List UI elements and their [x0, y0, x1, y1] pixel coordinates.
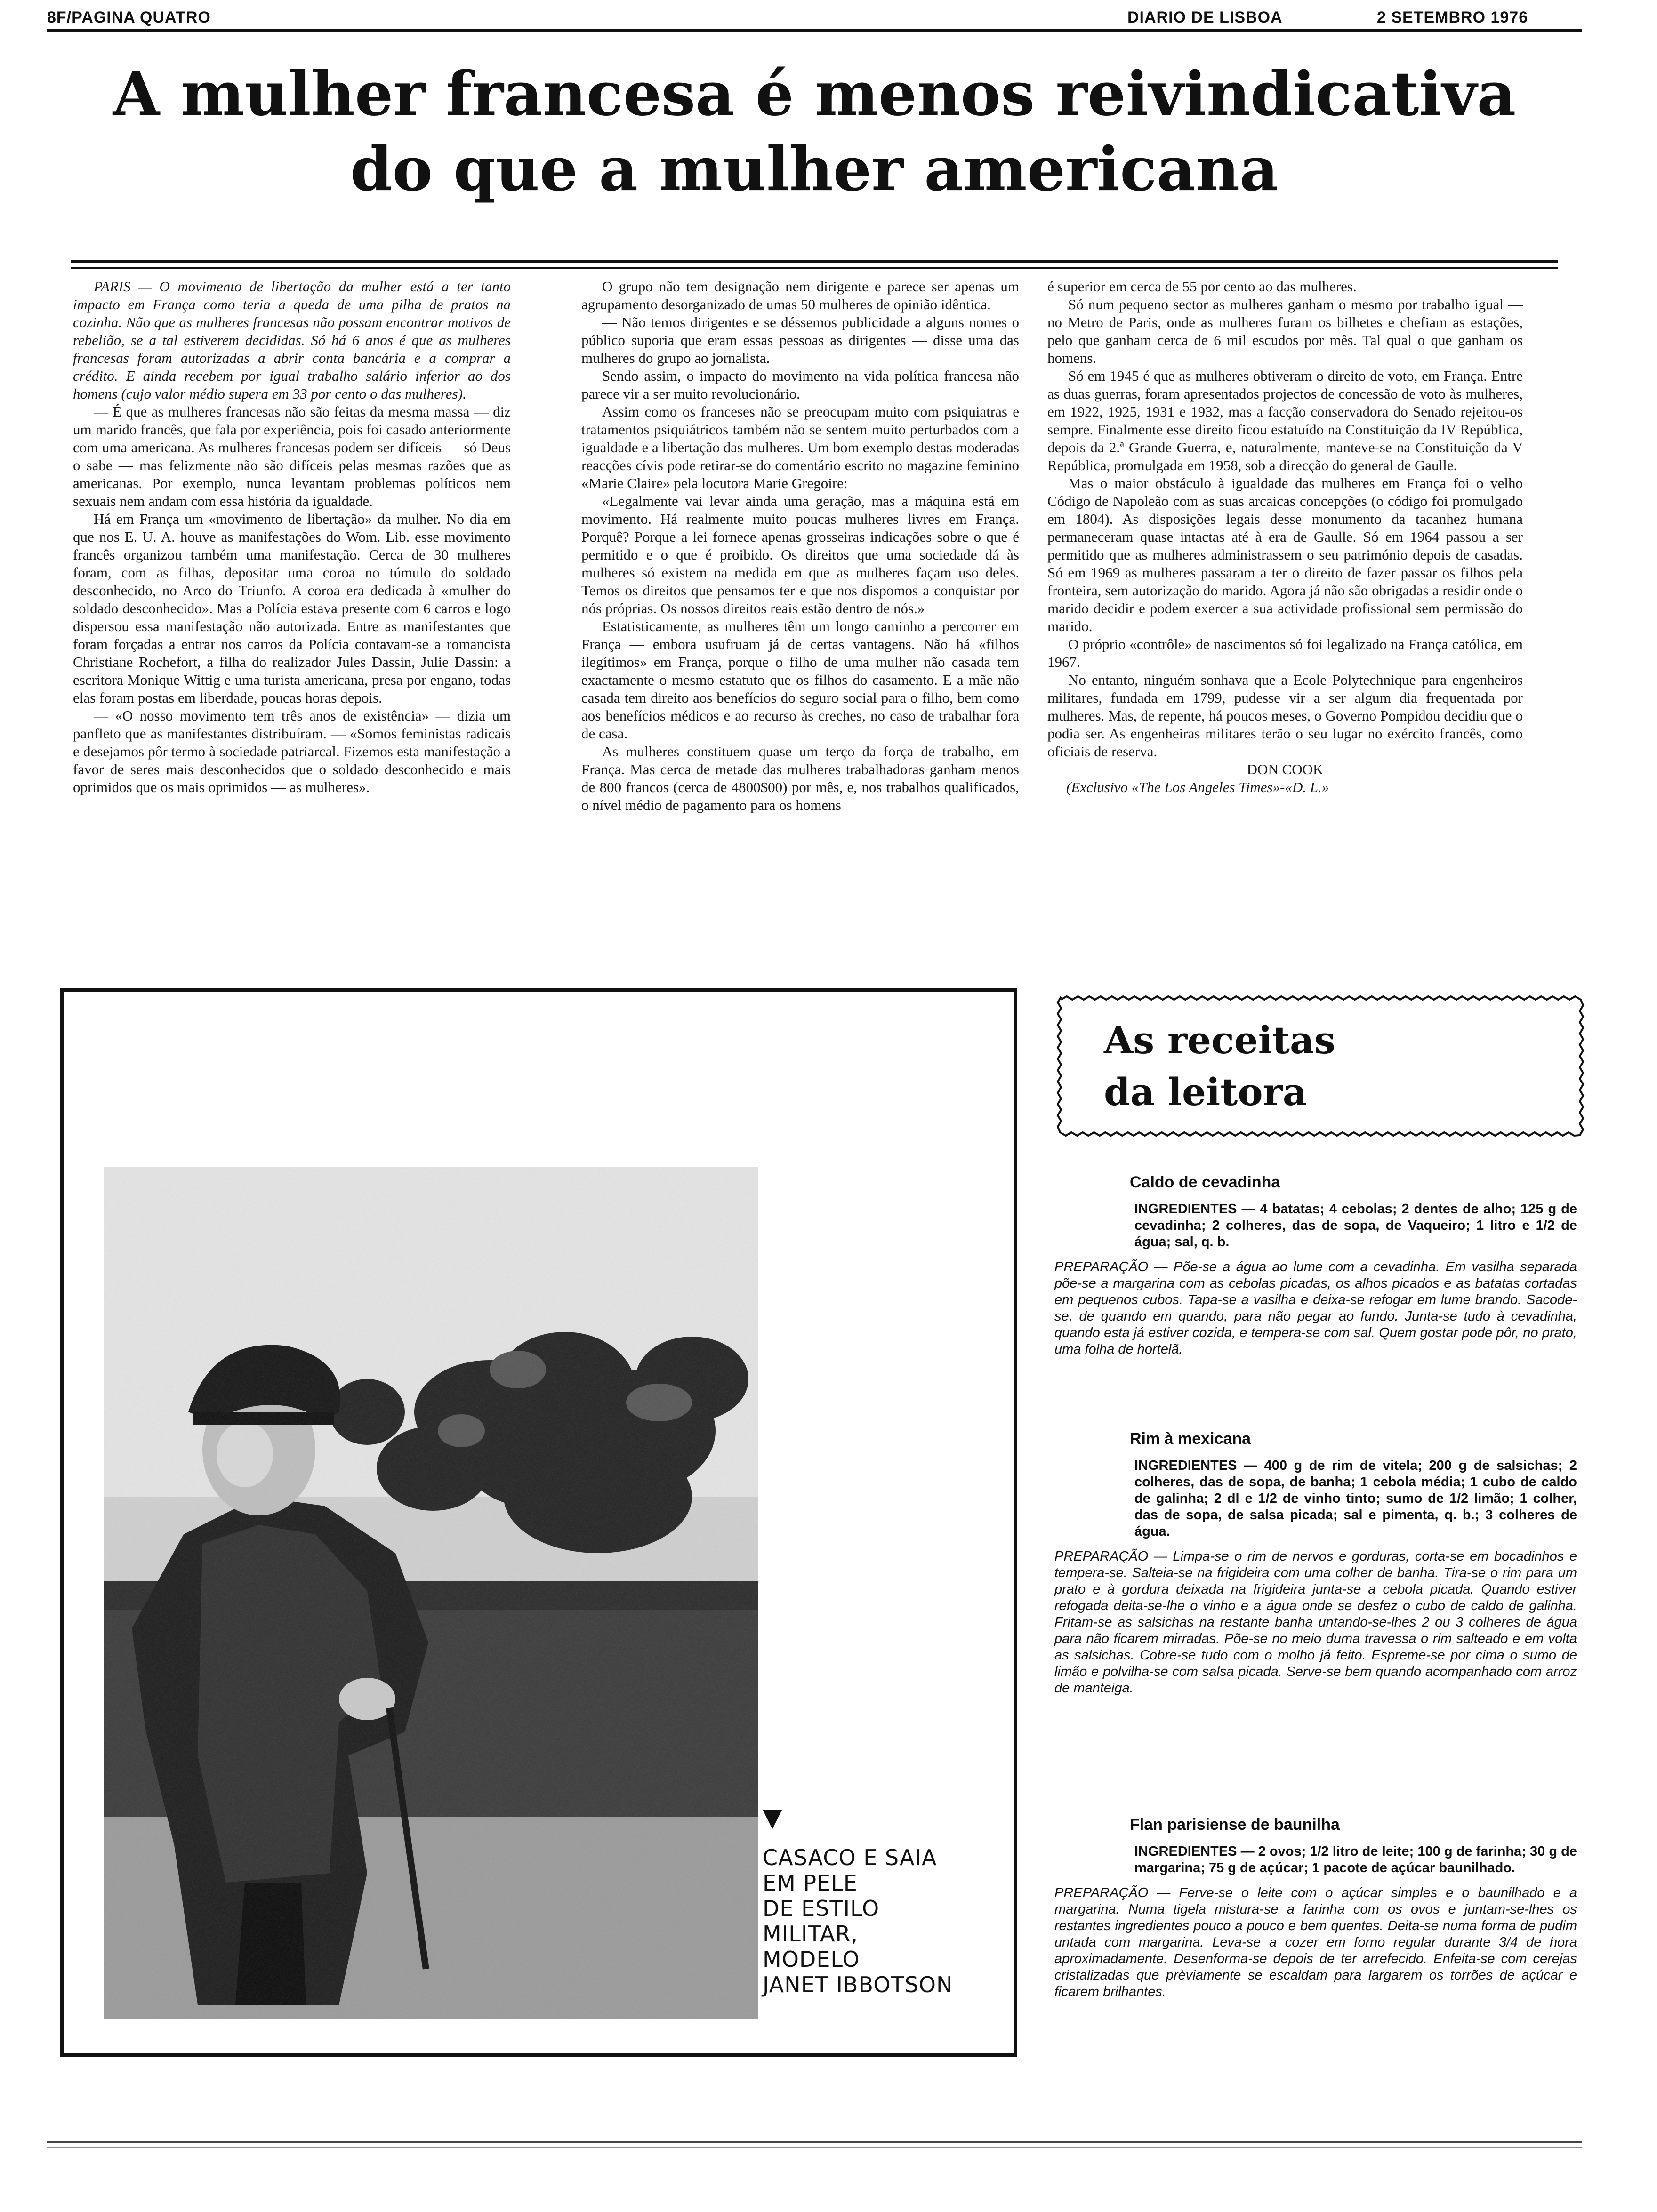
recipe-2: [1054, 1431, 1577, 1697]
recipe-ingredients: INGREDIENTES — 2 ovos; 1/2 litro de leite; 100 g de farinha; 30 g de margarina; 75 g de açúcar; 1 pacote de açúcar baunilhado.: [1134, 1844, 1577, 1875]
article-paragraph: «Legalmente vai levar ainda uma geração, mas a máquina está em movimento. Há realmente muito poucas mulheres livres em França. Porquê? Porque a lei fornece apenas grosseiras indicações sobre o que é permitido e o que é proibido. Os direitos que uma sociedade dá às mulheres só existem na medida em que as mulheres façam uso deles. Temos os direitos que pensamos ter e que nos dispomos a conquistar por nós próprias. Os nossos direitos reais estão dentro de nós.»: [581, 493, 1019, 617]
article-paragraph: Mas o maior obstáculo à igualdade das mulheres em França foi o velho Código de Napoleão com as suas arcaicas concepções (o código foi promulgado em 1804). As disposições legais desse monumento da tacanhez humana permaneceram quase intactas até à era de Gaulle. Só em 1964 passou a ser permitido que as mulheres administrassem o seu património depois de casadas. Só em 1969 as mulheres passaram a ter o direito de fazer passar os filhos pela fronteira, sem autorização do marido. Agora já não são obrigadas a residir onde o marido decidir e podem exercer a sua actividade profissional sem permissão do marido.: [1047, 475, 1523, 634]
article-column-1: [73, 278, 511, 984]
article-paragraph: — É que as mulheres francesas não são feitas da mesma massa — diz um marido francês, que fala por experiência, pois foi casado anteriormente com uma americana. As mulheres francesas podem ser difíceis — só Deus o sabe — mas felizmente não são difíceis pelas mesmas razões que as americanas. Por exemplo, nunca levantam problemas políticos nem sexuais nem andam com essa história da igualdade.: [73, 403, 511, 509]
article-column-2: [581, 278, 1019, 984]
recipe-1: [1054, 1174, 1577, 1358]
article-source: (Exclusivo «The Los Angeles Times»-«D. L.»: [1066, 779, 1329, 795]
recipe-ingredients: INGREDIENTES — 400 g de rim de vitela; 200 g de salsichas; 2 colheres, das de sopa, de banha; 1 cebola média; 1 cubo de caldo de galinha; 2 dl e 1/2 de vinho tinto; sumo de 1/2 limão; 1 colher, das de sopa, de salsa picada; sal e pimenta, q. b.; 3 colheres de água.: [1134, 1458, 1577, 1539]
article-paragraph: Assim como os franceses não se preocupam muito com psiquiatras e tratamentos psiquiátricos também não se sentem muito perturbados com a igualdade e a libertação das mulheres. Um bom exemplo destas moderadas reacções cívis pode retirar-se do comentário escrito no magazine feminino «Marie Claire» pela locutora Marie Gregoire:: [581, 403, 1019, 491]
recipe-3: [1054, 1817, 1577, 2000]
headline-line-1: A mulher francesa é menos reivindicativa: [113, 59, 1516, 129]
article-paragraph: No entanto, ninguém sonhava que a Ecole Polytechnique para engenheiros militares, fundada em 1799, pudesse vir a ser algum dia frequentada por mulheres. Mas, de repente, há poucos meses, o Governo Pompidou decidiu que o podia ser. As engenheiras militares terão o seu lugar no exército francês, como oficiais de reserva.: [1047, 672, 1523, 760]
fashion-photo: [104, 1167, 758, 2019]
article-paragraph: Só num pequeno sector as mulheres ganham o mesmo por trabalho igual — no Metro de Paris, onde as mulheres furam os bilhetes e chefiam as estações, pelo que ganham cerca de 6 mil escudos por mês. Tal qual o que ganham os homens.: [1047, 296, 1523, 366]
headline-rule: [71, 260, 1558, 263]
recipe-title: Flan parisiense de baunilha: [1130, 1816, 1340, 1834]
article-paragraph: O próprio «contrôle» de nascimentos só foi legalizado na França católica, em 1967.: [1047, 636, 1523, 670]
recipe-preparation: PREPARAÇÃO — Limpa-se o rim de nervos e gorduras, corta-se em bocadinhos e tempera-se. Salteia-se na frigideira com uma colher de banha. Tira-se o rim para um prato e à gordura deixada na frigideira junta-se a cebola picada. Quando estiver refogada deita-se-lhe o vinho e a água onde se desfez o cubo de caldo de galinha. Fritam-se as salsichas na restante banha untando-se-lhes 2 ou 3 colheres de água para não ficarem mirradas. Põe-se no meio duma travessa o rim salteado e em volta as salsichas. Cobre-se tudo com o molho já feito. Espreme-se por cima o sumo de limão e polvilha-se com salsa picada. Serve-se bem quando acompanhado com arroz de manteiga.: [1054, 1549, 1577, 1696]
headline-rule-thin: [71, 267, 1558, 269]
footer-rule-thin: [47, 2147, 1582, 2148]
article-byline: DON COOK: [1247, 761, 1324, 777]
section-label: 8F/PAGINA QUATRO: [47, 8, 211, 26]
article-paragraph: — Não temos dirigentes e se déssemos publicidade a alguns nomes o público suporia que eram essas pessoas as dirigentes — disse uma das mulheres do grupo ao jornalista.: [581, 314, 1019, 366]
recipe-preparation: PREPARAÇÃO — Põe-se a água ao lume com a cevadinha. Em vasilha separada põe-se a margarina com as cebolas picadas, os alhos picados e as batatas cortadas em pequenos cubos. Tapa-se a vasilha e deixa-se refogar em lume brando. Sacode-se, de quando em quando, para não pegar ao fundo. Junta-se tudo à cevadinha, quando esta já estiver cozida, e tempera-se com sal. Quem gostar pode pôr, no prato, uma folha de hortelã.: [1054, 1259, 1577, 1357]
article-paragraph: é superior em cerca de 55 por cento ao das mulheres.: [1047, 278, 1357, 295]
newspaper-name: DIARIO DE LISBOA: [1127, 8, 1283, 26]
recipe-title: Rim à mexicana: [1130, 1430, 1251, 1448]
caption-line: MODELO: [763, 1947, 860, 1972]
article-paragraph: Há em França um «movimento de libertação» da mulher. No dia em que nos E. U. A. houve as manifestações do Wom. Lib. esse movimento francês organizou também uma manifestação. Cerca de 30 mulheres foram, com as filhas, depositar uma coroa no túmulo do soldado desconhecido, no Arco do Triunfo. A coroa era dedicada à «mulher do soldado desconhecido». Mas a Polícia estava presente com 6 carros e logo dispersou essa manifestação não autorizada. Entre as manifestantes que foram forçadas a entrar nos carros da Polícia contavam-se a romancista Christiane Rochefort, a filha do realizador Jules Dassin, Julie Dassin: a escritora Monique Wittig e uma turista americana, presa por engano, todas elas foram postas em liberdade, poucas horas depois.: [73, 511, 511, 706]
article-paragraph: — «O nosso movimento tem três anos de existência» — dizia um panfleto que as manifestantes distribuíram. — «Somos feministas radicais e desejamos pôr termo à sociedade patriarcal. Fizemos esta manifestação a favor de seres mais desconhecidos que o soldado desconhecido e mais oprimidos que os mais oprimidos — as mulheres».: [73, 707, 511, 795]
recipe-ingredients: INGREDIENTES — 4 batatas; 4 cebolas; 2 dentes de alho; 125 g de cevadinha; 2 colheres, das de sopa, de Vaqueiro; 1 litro e 1/2 de água; sal, q. b.: [1134, 1202, 1577, 1250]
recipes-title-line-2: da leitora: [1104, 1070, 1307, 1114]
article-paragraph: PARIS — O movimento de libertação da mulher está a ter tanto impacto em França como teria a queda de uma pilha de pratos na cozinha. Não que as mulheres francesas não possam encontrar motivos de rebelião, se a tal estiverem decididas. Só há 6 anos é que as mulheres francesas foram autorizadas a abrir conta bancária e a comprar a crédito. E ainda recebem por igual trabalho salário inferior ao dos homens (cujo valor médio supera em 33 por cento o das mulheres).: [73, 278, 511, 402]
header-rule: [47, 29, 1582, 32]
recipes-title: [1104, 1014, 1335, 1118]
photo-caption: [763, 1845, 953, 1997]
recipe-preparation: PREPARAÇÃO — Ferve-se o leite com o açúcar simples e o baunilhado e a margarina. Numa tigela mistura-se a farinha com os ovos e juntam-se-lhes os restantes ingredientes pouco a pouco e bem quentes. Deita-se numa forma de pudim untada com margarina. Leva-se a cozer em forno regular durante 3/4 de hora aproximadamente. Desenforma-se depois de ter arrefecido. Enfeita-se com cerejas cristalizadas que prèviamente se escaldam para largarem os torrões de açúcar e ficarem brilhantes.: [1054, 1885, 1577, 1999]
recipe-title: Caldo de cevadinha: [1130, 1173, 1280, 1191]
article-paragraph: Só em 1945 é que as mulheres obtiveram o direito de voto, em França. Entre as duas guerras, foram apresentados projectos de concessão de voto às mulheres, em 1922, 1925, 1931 e 1932, mas a facção conservadora do Senado rejeitou-os sempre. Finalmente esse direito ficou estatuído na Constituição da IV República, depois da 2.ª Grande Guerra, e, naturalmente, manteve-se na Constituição da V República, promulgada em 1958, sob a direcção do general de Gaulle.: [1047, 368, 1523, 473]
caption-marker: ▼: [763, 1803, 782, 1832]
caption-line: EM PELE: [763, 1870, 858, 1896]
article-paragraph: Estatisticamente, as mulheres têm um longo caminho a percorrer em França — embora usufruam já de certas vantagens. Não há «filhos ilegítimos» em França, porque o filho de uma mulher não casada tem exactamente o mesmo estatuto que os filhos do casamento. E a mãe não casada tem direito aos benefícios do seguro social para o filho, bem como aos benefícios médicos e ao recurso às creches, no caso de trabalhar fora de casa.: [581, 618, 1019, 742]
fashion-photo-image: [104, 1167, 758, 2019]
article-paragraph: Sendo assim, o impacto do movimento na vida política francesa não parece vir a ser muito revolucionário.: [581, 368, 1019, 402]
article-paragraph: O grupo não tem designação nem dirigente e parece ser apenas um agrupamento desorganizado de umas 50 mulheres de opinião idêntica.: [581, 278, 1019, 313]
article-column-3: [1047, 278, 1523, 984]
issue-date: 2 SETEMBRO 1976: [1377, 8, 1528, 26]
headline: [47, 56, 1582, 207]
footer-rule: [47, 2141, 1582, 2143]
headline-line-2: do que a mulher americana: [350, 134, 1279, 205]
article-paragraph: As mulheres constituem quase um terço da força de trabalho, em França. Mas cerca de metade das mulheres trabalhadoras ganham menos de 800 francos (cerca de 4800$00) por mês, e, nos trabalhos qualificados, o nível médio de pagamento para os homens: [581, 743, 1019, 813]
recipes-title-line-1: As receitas: [1104, 1018, 1335, 1062]
caption-line: CASACO E SAIA: [763, 1845, 937, 1870]
caption-line: MILITAR,: [763, 1921, 859, 1947]
caption-line: JANET IBBOTSON: [763, 1972, 953, 1997]
caption-line: DE ESTILO: [763, 1896, 880, 1921]
